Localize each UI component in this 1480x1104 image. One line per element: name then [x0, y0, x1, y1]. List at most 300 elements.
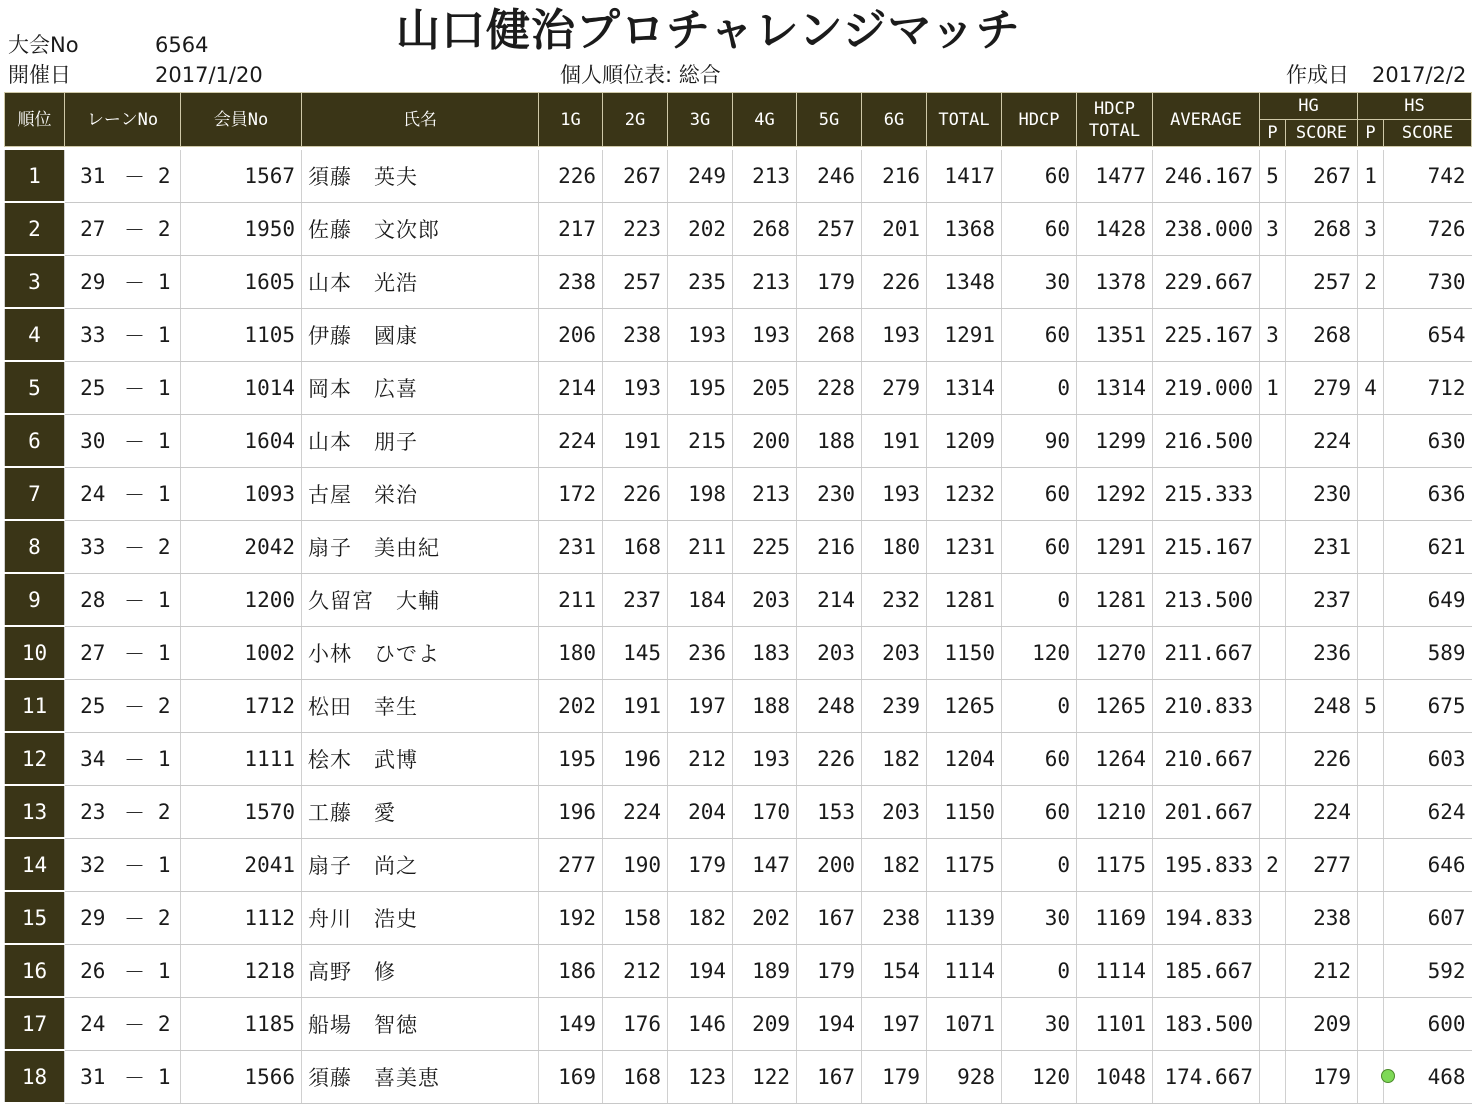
lane-box-cell: 1 — [149, 414, 181, 467]
hdcp-cell: 0 — [1002, 944, 1077, 997]
average-cell: 219.000 — [1153, 361, 1260, 414]
game-6-score: 238 — [862, 891, 927, 944]
lane-number-cell: 31 — [65, 1050, 121, 1103]
hs-place-cell: 2 — [1358, 255, 1384, 308]
player-name-cell: 扇子 尚之 — [302, 838, 539, 891]
game-2-score: 212 — [603, 944, 668, 997]
game-3-score: 215 — [668, 414, 733, 467]
game-3-score: 249 — [668, 150, 733, 202]
player-name-cell: 高野 修 — [302, 944, 539, 997]
hs-score-cell: 621 — [1384, 520, 1472, 573]
game-6-score: 226 — [862, 255, 927, 308]
hg-place-cell — [1260, 944, 1286, 997]
hs-score-cell: 592 — [1384, 944, 1472, 997]
game-5-score: 203 — [797, 626, 862, 679]
table-row — [5, 838, 1472, 891]
average-cell: 201.667 — [1153, 785, 1260, 838]
green-dot-marker — [1381, 1069, 1395, 1083]
total-cell: 1291 — [927, 308, 1002, 361]
game-2-score: 190 — [603, 838, 668, 891]
total-cell: 1114 — [927, 944, 1002, 997]
ranking-rows — [5, 150, 1472, 1103]
header-hs-score: SCORE — [1384, 120, 1472, 147]
player-name-cell: 山本 光浩 — [302, 255, 539, 308]
member-no-cell: 1014 — [181, 361, 302, 414]
game-3-score: 202 — [668, 202, 733, 255]
table-row — [5, 520, 1472, 573]
header-hg-score: SCORE — [1286, 120, 1358, 147]
lane-box-cell: 2 — [149, 520, 181, 573]
hs-place-cell — [1358, 785, 1384, 838]
hs-score-cell: 742 — [1384, 150, 1472, 202]
hs-score-cell: 712 — [1384, 361, 1472, 414]
total-cell: 1139 — [927, 891, 1002, 944]
header-hdcp-total-line1: HDCP — [1094, 98, 1135, 119]
game-5-score: 167 — [797, 891, 862, 944]
game-3-score: 204 — [668, 785, 733, 838]
lane-number-cell: 26 — [65, 944, 121, 997]
lane-box-cell: 1 — [149, 944, 181, 997]
game-6-score: 203 — [862, 626, 927, 679]
hdcp-cell: 0 — [1002, 573, 1077, 626]
rank-cell: 6 — [5, 414, 65, 467]
game-4-score: 213 — [733, 467, 797, 520]
lane-number-cell: 33 — [65, 520, 121, 573]
header-hg: HG — [1260, 93, 1358, 120]
member-no-cell: 1218 — [181, 944, 302, 997]
lane-box-cell: 2 — [149, 202, 181, 255]
hg-score-cell: 209 — [1286, 997, 1358, 1050]
hs-score-cell: 636 — [1384, 467, 1472, 520]
rank-cell: 5 — [5, 361, 65, 414]
hs-place-cell — [1358, 732, 1384, 785]
hdcp-total-cell: 1264 — [1077, 732, 1153, 785]
game-5-score: 153 — [797, 785, 862, 838]
average-cell: 216.500 — [1153, 414, 1260, 467]
game-4-score: 183 — [733, 626, 797, 679]
rank-cell: 9 — [5, 573, 65, 626]
hs-place-cell: 5 — [1358, 679, 1384, 732]
average-cell: 229.667 — [1153, 255, 1260, 308]
game-2-score: 226 — [603, 467, 668, 520]
hs-place-cell: 1 — [1358, 150, 1384, 202]
game-4-score: 122 — [733, 1050, 797, 1103]
game-6-score: 239 — [862, 679, 927, 732]
game-5-score: 268 — [797, 308, 862, 361]
hg-score-cell: 179 — [1286, 1050, 1358, 1103]
hdcp-total-cell: 1291 — [1077, 520, 1153, 573]
hdcp-cell: 120 — [1002, 1050, 1077, 1103]
game-1-score: 192 — [539, 891, 603, 944]
lane-number-cell: 25 — [65, 679, 121, 732]
page-title: 山口健治プロチャレンジマッチ — [396, 5, 1021, 56]
member-no-cell: 1950 — [181, 202, 302, 255]
total-cell: 1209 — [927, 414, 1002, 467]
header-name: 氏名 — [302, 93, 539, 147]
total-cell: 1348 — [927, 255, 1002, 308]
game-1-score: 224 — [539, 414, 603, 467]
player-name-cell: 舟川 浩史 — [302, 891, 539, 944]
lane-dash-cell: － — [121, 997, 149, 1050]
hdcp-total-cell: 1299 — [1077, 414, 1153, 467]
header-hdcp-total — [1077, 93, 1153, 147]
rank-cell: 8 — [5, 520, 65, 573]
member-no-cell: 1105 — [181, 308, 302, 361]
total-cell: 928 — [927, 1050, 1002, 1103]
total-cell: 1204 — [927, 732, 1002, 785]
table-row — [5, 202, 1472, 255]
lane-dash-cell: － — [121, 679, 149, 732]
lane-dash-cell: － — [121, 467, 149, 520]
lane-dash-cell: － — [121, 520, 149, 573]
game-3-score: 198 — [668, 467, 733, 520]
header-1g: 1G — [539, 93, 603, 147]
game-6-score: 193 — [862, 467, 927, 520]
table-row — [5, 785, 1472, 838]
hg-score-cell: 237 — [1286, 573, 1358, 626]
player-name-cell: 須藤 喜美恵 — [302, 1050, 539, 1103]
hdcp-total-cell: 1169 — [1077, 891, 1153, 944]
hdcp-cell: 60 — [1002, 150, 1077, 202]
player-name-cell: 松田 幸生 — [302, 679, 539, 732]
hdcp-cell: 0 — [1002, 361, 1077, 414]
created-label: 作成日 — [1286, 63, 1349, 87]
rank-cell: 14 — [5, 838, 65, 891]
player-name-cell: 岡本 広喜 — [302, 361, 539, 414]
hs-score-cell: 603 — [1384, 732, 1472, 785]
header-hs-p: P — [1358, 120, 1384, 147]
game-6-score: 182 — [862, 838, 927, 891]
rank-cell: 17 — [5, 997, 65, 1050]
member-no-cell: 1111 — [181, 732, 302, 785]
game-3-score: 193 — [668, 308, 733, 361]
table-label: 個人順位表: 総合 — [560, 63, 721, 87]
hdcp-total-cell: 1281 — [1077, 573, 1153, 626]
rank-cell: 18 — [5, 1050, 65, 1103]
hs-place-cell: 4 — [1358, 361, 1384, 414]
hg-place-cell — [1260, 255, 1286, 308]
game-5-score: 188 — [797, 414, 862, 467]
hs-score-cell: 589 — [1384, 626, 1472, 679]
header-hdcp-total-line2: TOTAL — [1088, 120, 1141, 141]
hdcp-total-cell: 1428 — [1077, 202, 1153, 255]
hg-score-cell: 279 — [1286, 361, 1358, 414]
game-5-score: 257 — [797, 202, 862, 255]
hs-place-cell — [1358, 308, 1384, 361]
game-4-score: 213 — [733, 150, 797, 202]
hg-place-cell — [1260, 891, 1286, 944]
player-name-cell: 山本 朋子 — [302, 414, 539, 467]
date-label: 開催日 — [8, 63, 71, 87]
game-6-score: 201 — [862, 202, 927, 255]
hg-place-cell — [1260, 467, 1286, 520]
game-2-score: 224 — [603, 785, 668, 838]
member-no-cell: 1112 — [181, 891, 302, 944]
game-1-score: 277 — [539, 838, 603, 891]
hs-place-cell — [1358, 414, 1384, 467]
average-cell: 211.667 — [1153, 626, 1260, 679]
total-cell: 1231 — [927, 520, 1002, 573]
player-name-cell: 小林 ひでよ — [302, 626, 539, 679]
hs-score-cell: 675 — [1384, 679, 1472, 732]
hg-place-cell — [1260, 573, 1286, 626]
lane-box-cell: 1 — [149, 467, 181, 520]
hs-place-cell — [1358, 997, 1384, 1050]
lane-number-cell: 27 — [65, 626, 121, 679]
hg-score-cell: 248 — [1286, 679, 1358, 732]
hg-score-cell: 268 — [1286, 308, 1358, 361]
player-name-cell: 伊藤 國康 — [302, 308, 539, 361]
hs-place-cell — [1358, 1050, 1384, 1103]
game-4-score: 193 — [733, 732, 797, 785]
game-4-score: 147 — [733, 838, 797, 891]
member-no-cell: 1712 — [181, 679, 302, 732]
total-cell: 1071 — [927, 997, 1002, 1050]
game-2-score: 168 — [603, 520, 668, 573]
hdcp-cell: 0 — [1002, 679, 1077, 732]
game-2-score: 238 — [603, 308, 668, 361]
hg-score-cell: 230 — [1286, 467, 1358, 520]
total-cell: 1150 — [927, 626, 1002, 679]
game-3-score: 146 — [668, 997, 733, 1050]
game-2-score: 158 — [603, 891, 668, 944]
game-6-score: 279 — [862, 361, 927, 414]
lane-dash-cell: － — [121, 1050, 149, 1103]
game-4-score: 189 — [733, 944, 797, 997]
hs-score-cell: 726 — [1384, 202, 1472, 255]
player-name-cell: 須藤 英夫 — [302, 150, 539, 202]
game-3-score: 212 — [668, 732, 733, 785]
average-cell: 210.833 — [1153, 679, 1260, 732]
average-cell: 213.500 — [1153, 573, 1260, 626]
game-1-score: 211 — [539, 573, 603, 626]
hg-place-cell: 3 — [1260, 202, 1286, 255]
game-2-score: 176 — [603, 997, 668, 1050]
hs-score-cell: 649 — [1384, 573, 1472, 626]
game-2-score: 193 — [603, 361, 668, 414]
total-cell: 1265 — [927, 679, 1002, 732]
lane-box-cell: 1 — [149, 255, 181, 308]
game-4-score: 205 — [733, 361, 797, 414]
total-cell: 1175 — [927, 838, 1002, 891]
lane-dash-cell: － — [121, 785, 149, 838]
hdcp-cell: 0 — [1002, 838, 1077, 891]
game-3-score: 197 — [668, 679, 733, 732]
member-no-cell: 1567 — [181, 150, 302, 202]
header-hdcp: HDCP — [1002, 93, 1077, 147]
member-no-cell: 1200 — [181, 573, 302, 626]
hdcp-total-cell: 1175 — [1077, 838, 1153, 891]
hg-score-cell: 268 — [1286, 202, 1358, 255]
player-name-cell: 久留宮 大輔 — [302, 573, 539, 626]
hdcp-cell: 30 — [1002, 891, 1077, 944]
game-4-score: 188 — [733, 679, 797, 732]
game-4-score: 203 — [733, 573, 797, 626]
game-2-score: 196 — [603, 732, 668, 785]
hg-score-cell: 226 — [1286, 732, 1358, 785]
game-4-score: 200 — [733, 414, 797, 467]
lane-dash-cell: － — [121, 255, 149, 308]
hdcp-total-cell: 1477 — [1077, 150, 1153, 202]
game-5-score: 194 — [797, 997, 862, 1050]
hs-score-cell: 730 — [1384, 255, 1472, 308]
game-2-score: 145 — [603, 626, 668, 679]
lane-box-cell: 1 — [149, 573, 181, 626]
total-cell: 1314 — [927, 361, 1002, 414]
hg-score-cell: 257 — [1286, 255, 1358, 308]
total-cell: 1150 — [927, 785, 1002, 838]
hg-score-cell: 212 — [1286, 944, 1358, 997]
lane-box-cell: 2 — [149, 891, 181, 944]
game-5-score: 228 — [797, 361, 862, 414]
hg-score-cell: 238 — [1286, 891, 1358, 944]
game-3-score: 182 — [668, 891, 733, 944]
table-row — [5, 255, 1472, 308]
game-5-score: 214 — [797, 573, 862, 626]
game-4-score: 202 — [733, 891, 797, 944]
header-average: AVERAGE — [1153, 93, 1260, 147]
lane-box-cell: 1 — [149, 1050, 181, 1103]
lane-number-cell: 30 — [65, 414, 121, 467]
hg-place-cell: 1 — [1260, 361, 1286, 414]
hs-score-cell: 654 — [1384, 308, 1472, 361]
table-row — [5, 308, 1472, 361]
rank-cell: 2 — [5, 202, 65, 255]
game-1-score: 214 — [539, 361, 603, 414]
game-3-score: 123 — [668, 1050, 733, 1103]
lane-box-cell: 1 — [149, 626, 181, 679]
header-5g: 5G — [797, 93, 862, 147]
game-1-score: 149 — [539, 997, 603, 1050]
member-no-cell: 1566 — [181, 1050, 302, 1103]
game-1-score: 238 — [539, 255, 603, 308]
table-row — [5, 732, 1472, 785]
hg-place-cell — [1260, 997, 1286, 1050]
lane-number-cell: 29 — [65, 891, 121, 944]
hs-place-cell — [1358, 891, 1384, 944]
table-row — [5, 1050, 1472, 1103]
hs-place-cell — [1358, 573, 1384, 626]
table-row — [5, 467, 1472, 520]
header-3g: 3G — [668, 93, 733, 147]
hg-place-cell — [1260, 414, 1286, 467]
header-rank: 順位 — [5, 93, 65, 147]
header-lane: レーンNo — [65, 93, 181, 147]
game-1-score: 196 — [539, 785, 603, 838]
game-5-score: 230 — [797, 467, 862, 520]
average-cell: 215.333 — [1153, 467, 1260, 520]
game-6-score: 197 — [862, 997, 927, 1050]
hdcp-cell: 60 — [1002, 202, 1077, 255]
game-4-score: 193 — [733, 308, 797, 361]
game-3-score: 236 — [668, 626, 733, 679]
lane-dash-cell: － — [121, 150, 149, 202]
game-5-score: 200 — [797, 838, 862, 891]
total-cell: 1417 — [927, 150, 1002, 202]
hdcp-cell: 30 — [1002, 997, 1077, 1050]
total-cell: 1232 — [927, 467, 1002, 520]
hdcp-total-cell: 1048 — [1077, 1050, 1153, 1103]
lane-number-cell: 24 — [65, 467, 121, 520]
game-1-score: 186 — [539, 944, 603, 997]
lane-number-cell: 27 — [65, 202, 121, 255]
game-1-score: 180 — [539, 626, 603, 679]
hdcp-cell: 120 — [1002, 626, 1077, 679]
rank-cell: 7 — [5, 467, 65, 520]
hg-place-cell: 3 — [1260, 308, 1286, 361]
lane-number-cell: 31 — [65, 150, 121, 202]
game-2-score: 237 — [603, 573, 668, 626]
game-2-score: 257 — [603, 255, 668, 308]
table-row — [5, 997, 1472, 1050]
lane-dash-cell: － — [121, 838, 149, 891]
table-row — [5, 150, 1472, 202]
rank-cell: 1 — [5, 150, 65, 202]
total-cell: 1281 — [927, 573, 1002, 626]
table-row — [5, 679, 1472, 732]
lane-number-cell: 24 — [65, 997, 121, 1050]
rank-cell: 13 — [5, 785, 65, 838]
hg-score-cell: 224 — [1286, 414, 1358, 467]
average-cell: 195.833 — [1153, 838, 1260, 891]
game-6-score: 154 — [862, 944, 927, 997]
hdcp-total-cell: 1314 — [1077, 361, 1153, 414]
game-6-score: 216 — [862, 150, 927, 202]
game-2-score: 267 — [603, 150, 668, 202]
hs-score-cell: 630 — [1384, 414, 1472, 467]
average-cell: 210.667 — [1153, 732, 1260, 785]
table-row — [5, 626, 1472, 679]
hg-score-cell: 231 — [1286, 520, 1358, 573]
game-3-score: 235 — [668, 255, 733, 308]
created-date: 2017/2/2 — [1372, 63, 1467, 87]
player-name-cell: 古屋 栄治 — [302, 467, 539, 520]
lane-dash-cell: － — [121, 202, 149, 255]
hg-score-cell: 267 — [1286, 150, 1358, 202]
hs-place-cell — [1358, 520, 1384, 573]
game-6-score: 191 — [862, 414, 927, 467]
game-1-score: 226 — [539, 150, 603, 202]
hg-place-cell — [1260, 1050, 1286, 1103]
average-cell: 215.167 — [1153, 520, 1260, 573]
rank-cell: 11 — [5, 679, 65, 732]
lane-number-cell: 23 — [65, 785, 121, 838]
hg-place-cell — [1260, 626, 1286, 679]
lane-box-cell: 2 — [149, 785, 181, 838]
header-4g: 4G — [733, 93, 797, 147]
rank-cell: 12 — [5, 732, 65, 785]
game-6-score: 179 — [862, 1050, 927, 1103]
hg-place-cell: 5 — [1260, 150, 1286, 202]
table-row — [5, 414, 1472, 467]
hdcp-total-cell: 1351 — [1077, 308, 1153, 361]
hdcp-total-cell: 1114 — [1077, 944, 1153, 997]
game-4-score: 213 — [733, 255, 797, 308]
total-cell: 1368 — [927, 202, 1002, 255]
hdcp-total-cell: 1101 — [1077, 997, 1153, 1050]
hg-place-cell: 2 — [1260, 838, 1286, 891]
rank-cell: 3 — [5, 255, 65, 308]
game-5-score: 216 — [797, 520, 862, 573]
player-name-cell: 扇子 美由紀 — [302, 520, 539, 573]
game-5-score: 179 — [797, 255, 862, 308]
hg-score-cell: 277 — [1286, 838, 1358, 891]
member-no-cell: 2042 — [181, 520, 302, 573]
hdcp-total-cell: 1292 — [1077, 467, 1153, 520]
hdcp-cell: 90 — [1002, 414, 1077, 467]
lane-dash-cell: － — [121, 414, 149, 467]
lane-box-cell: 2 — [149, 679, 181, 732]
